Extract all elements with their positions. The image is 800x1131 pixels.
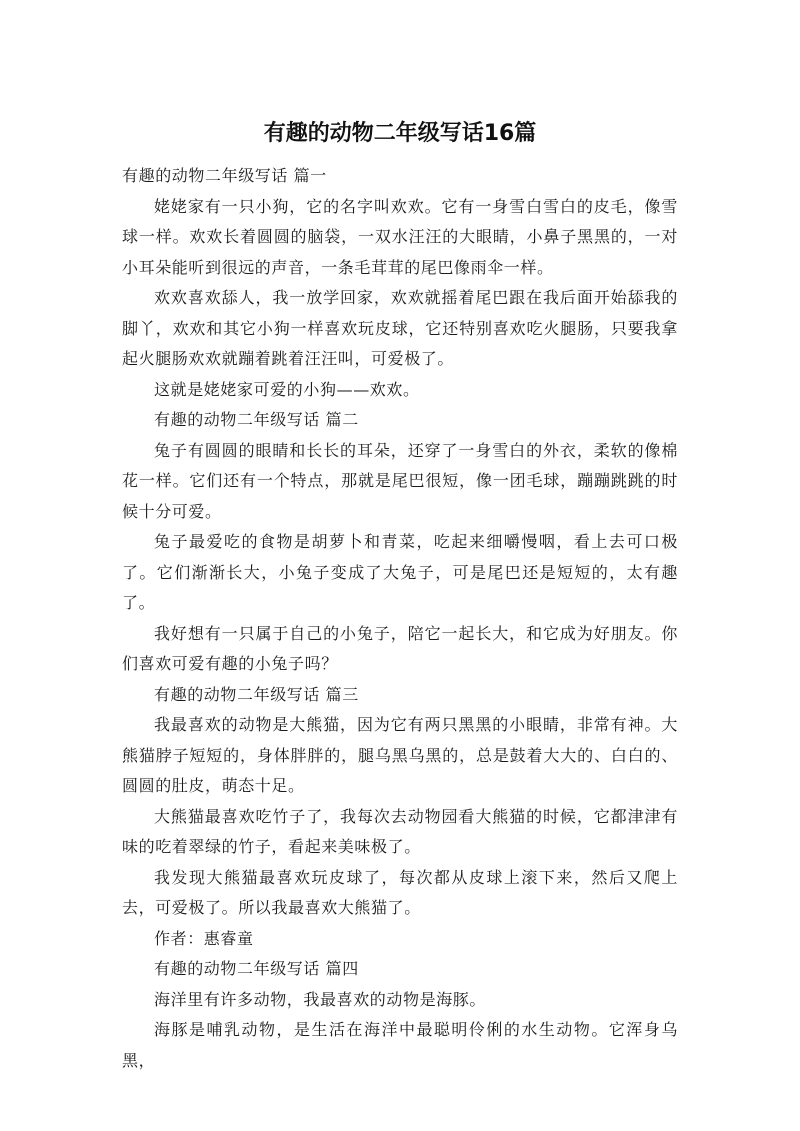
document-body <box>122 161 678 1076</box>
paragraph: 我发现大熊猫最喜欢玩皮球了，每次都从皮球上滚下来，然后又爬上去，可爱极了。所以我最喜欢大熊猫了。 <box>122 867 678 917</box>
paragraph: 兔子最爱吃的食物是胡萝卜和青菜，吃起来细嚼慢咽，看上去可口极了。它们渐渐长大，小兔子变成了大兔子，可是尾巴还是短短的，太有趣了。 <box>122 532 678 612</box>
paragraph: 我最喜欢的动物是大熊猫，因为它有两只黑黑的小眼睛，非常有神。大熊猫脖子短短的，身体胖胖的，腿乌黑乌黑的，总是鼓着大大的、白白的、圆圆的肚皮，萌态十足。 <box>122 715 678 795</box>
section-heading: 有趣的动物二年级写话 篇一 <box>122 166 327 185</box>
author-line: 作者：惠睿童 <box>154 928 254 948</box>
paragraph: 姥姥家有一只小狗，它的名字叫欢欢。它有一身雪白雪白的皮毛，像雪球一样。欢欢长着圆圆的脑袋，一双水汪汪的大眼睛，小鼻子黑黑的，一对小耳朵能听到很远的声音，一条毛茸茸的尾巴像雨伞一样。 <box>122 196 678 277</box>
paragraph: 海洋里有许多动物，我最喜欢的动物是海豚。 <box>154 989 487 1009</box>
document-title: 有趣的动物二年级写话16篇 <box>263 121 537 146</box>
paragraph: 兔子有圆圆的眼睛和长长的耳朵，还穿了一身雪白的外衣，柔软的像棉花一样。它们还有一个特点，那就是尾巴很短，像一团毛球，蹦蹦跳跳的时候十分可爱。 <box>122 440 678 521</box>
section-heading: 有趣的动物二年级写话 篇四 <box>154 959 359 978</box>
paragraph: 欢欢喜欢舔人，我一放学回家，欢欢就摇着尾巴跟在我后面开始舔我的脚丫，欢欢和其它小狗一样喜欢玩皮球，它还特别喜欢吃火腿肠，只要我拿起火腿肠欢欢就蹦着跳着汪汪叫，可爱极了。 <box>122 288 678 368</box>
paragraph: 大熊猫最喜欢吃竹子了，我每次去动物园看大熊猫的时候，它都津津有味的吃着翠绿的竹子，看起来美味极了。 <box>122 806 678 856</box>
paragraph: 海豚是哺乳动物，是生活在海洋中最聪明伶俐的水生动物。它浑身乌黑， <box>122 1020 678 1070</box>
section-heading: 有趣的动物二年级写话 篇二 <box>154 410 359 429</box>
section-heading: 有趣的动物二年级写话 篇三 <box>154 684 359 704</box>
paragraph: 我好想有一只属于自己的小兔子，陪它一起长大，和它成为好朋友。你们喜欢可爱有趣的小兔子吗？ <box>122 623 678 673</box>
paragraph: 这就是姥姥家可爱的小狗——欢欢。 <box>154 379 420 399</box>
